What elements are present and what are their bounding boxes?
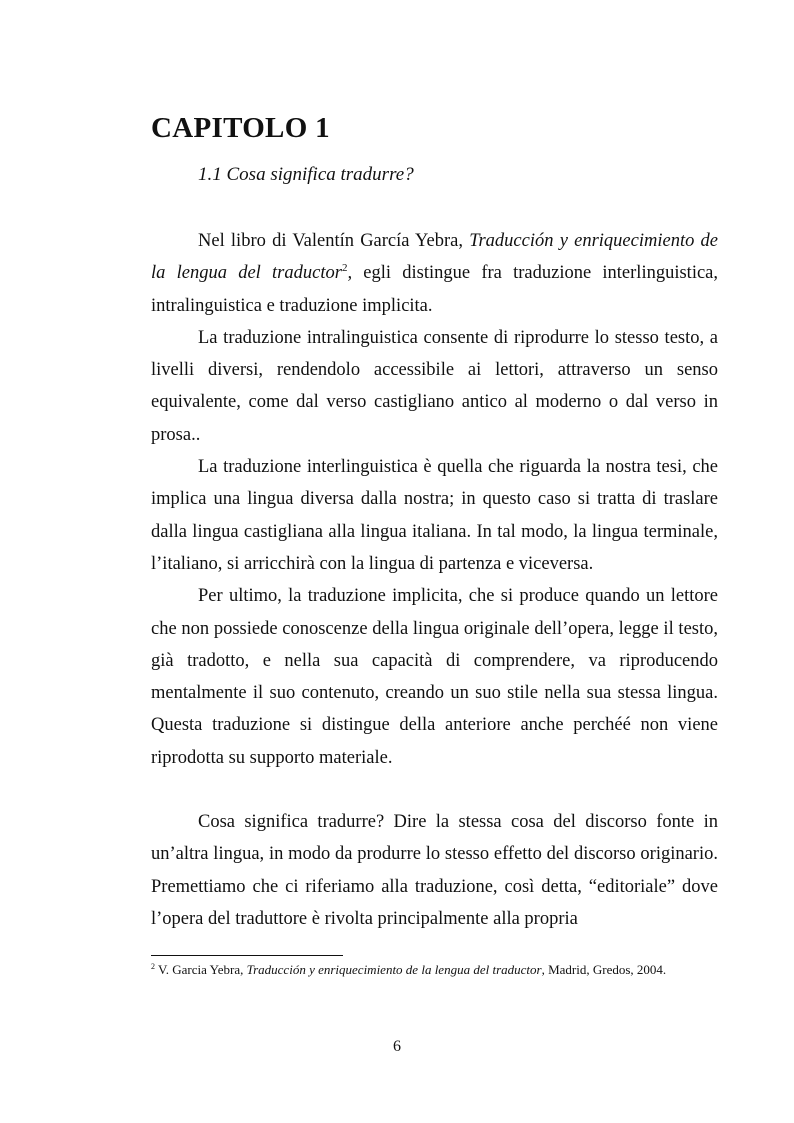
paragraph-1-rest: egli distingue fra traduzione interlinguistica, intralinguistica e traduzione implicita. <box>151 263 719 316</box>
book-title: Traducción y enriquecimiento de la lengua del traductor <box>151 231 718 284</box>
footnote <box>151 961 666 979</box>
footnote-book-title: Traducción y enriquecimiento de la lengua del traductor <box>246 962 542 977</box>
footnote-author: V. Garcia Yebra, <box>155 962 247 977</box>
paragraph-5: Cosa significa tradurre? Dire la stessa cosa del discorso fonte in un’altra lingua, in modo da produrre lo stesso effetto del discorso originario. Premettiamo che ci riferiamo alla traduzione, così detta, “editoriale” dove l’opera del traduttore è rivolta principalmente alla propria <box>151 812 718 929</box>
section-title: 1.1 Cosa significa tradurre? <box>198 164 414 185</box>
chapter-title: CAPITOLO 1 <box>151 112 330 144</box>
body-text <box>151 225 718 935</box>
footnote-publisher: , Madrid, Gredos, 2004. <box>541 962 667 977</box>
footnote-reference[interactable]: 2 <box>341 262 348 275</box>
footnote-divider <box>151 955 343 956</box>
footnote-number: 2 <box>151 962 155 971</box>
title-comma: , <box>347 263 353 284</box>
paragraph-2: La traduzione intralinguistica consente di riprodurre lo stesso testo, a livelli diversi, rendendolo accessibile ai lettori, attraverso un senso equivalente, come dal verso castigliano antico al moderno o dal verso in prosa.. <box>151 327 718 445</box>
paragraph-1-intro: Nel libro di Valentín García Yebra, <box>198 231 470 251</box>
paragraph-4: Per ultimo, la traduzione implicita, che si produce quando un lettore che non possiede conoscenze della lingua originale dell’opera, legge il testo, già tradotto, e nella sua capacità di comprendere, va riproducendo mentalmente il suo contenuto, creando un suo stile nella sua stessa lingua. Questa traduzione si distingue della anteriore anche perchéé non viene riprodotta su supporto materiale. <box>151 586 718 768</box>
paragraph-1 <box>151 225 718 322</box>
page-number: 6 <box>393 1038 401 1055</box>
paragraph-3: La traduzione interlinguistica è quella che riguarda la nostra tesi, che implica una lingua diversa dalla nostra; in questo caso si tratta di traslare dalla lingua castigliana alla lingua italiana. In tal modo, la lingua terminale, l’italiano, si arricchirà con la lingua di partenza e viceversa. <box>151 457 718 574</box>
